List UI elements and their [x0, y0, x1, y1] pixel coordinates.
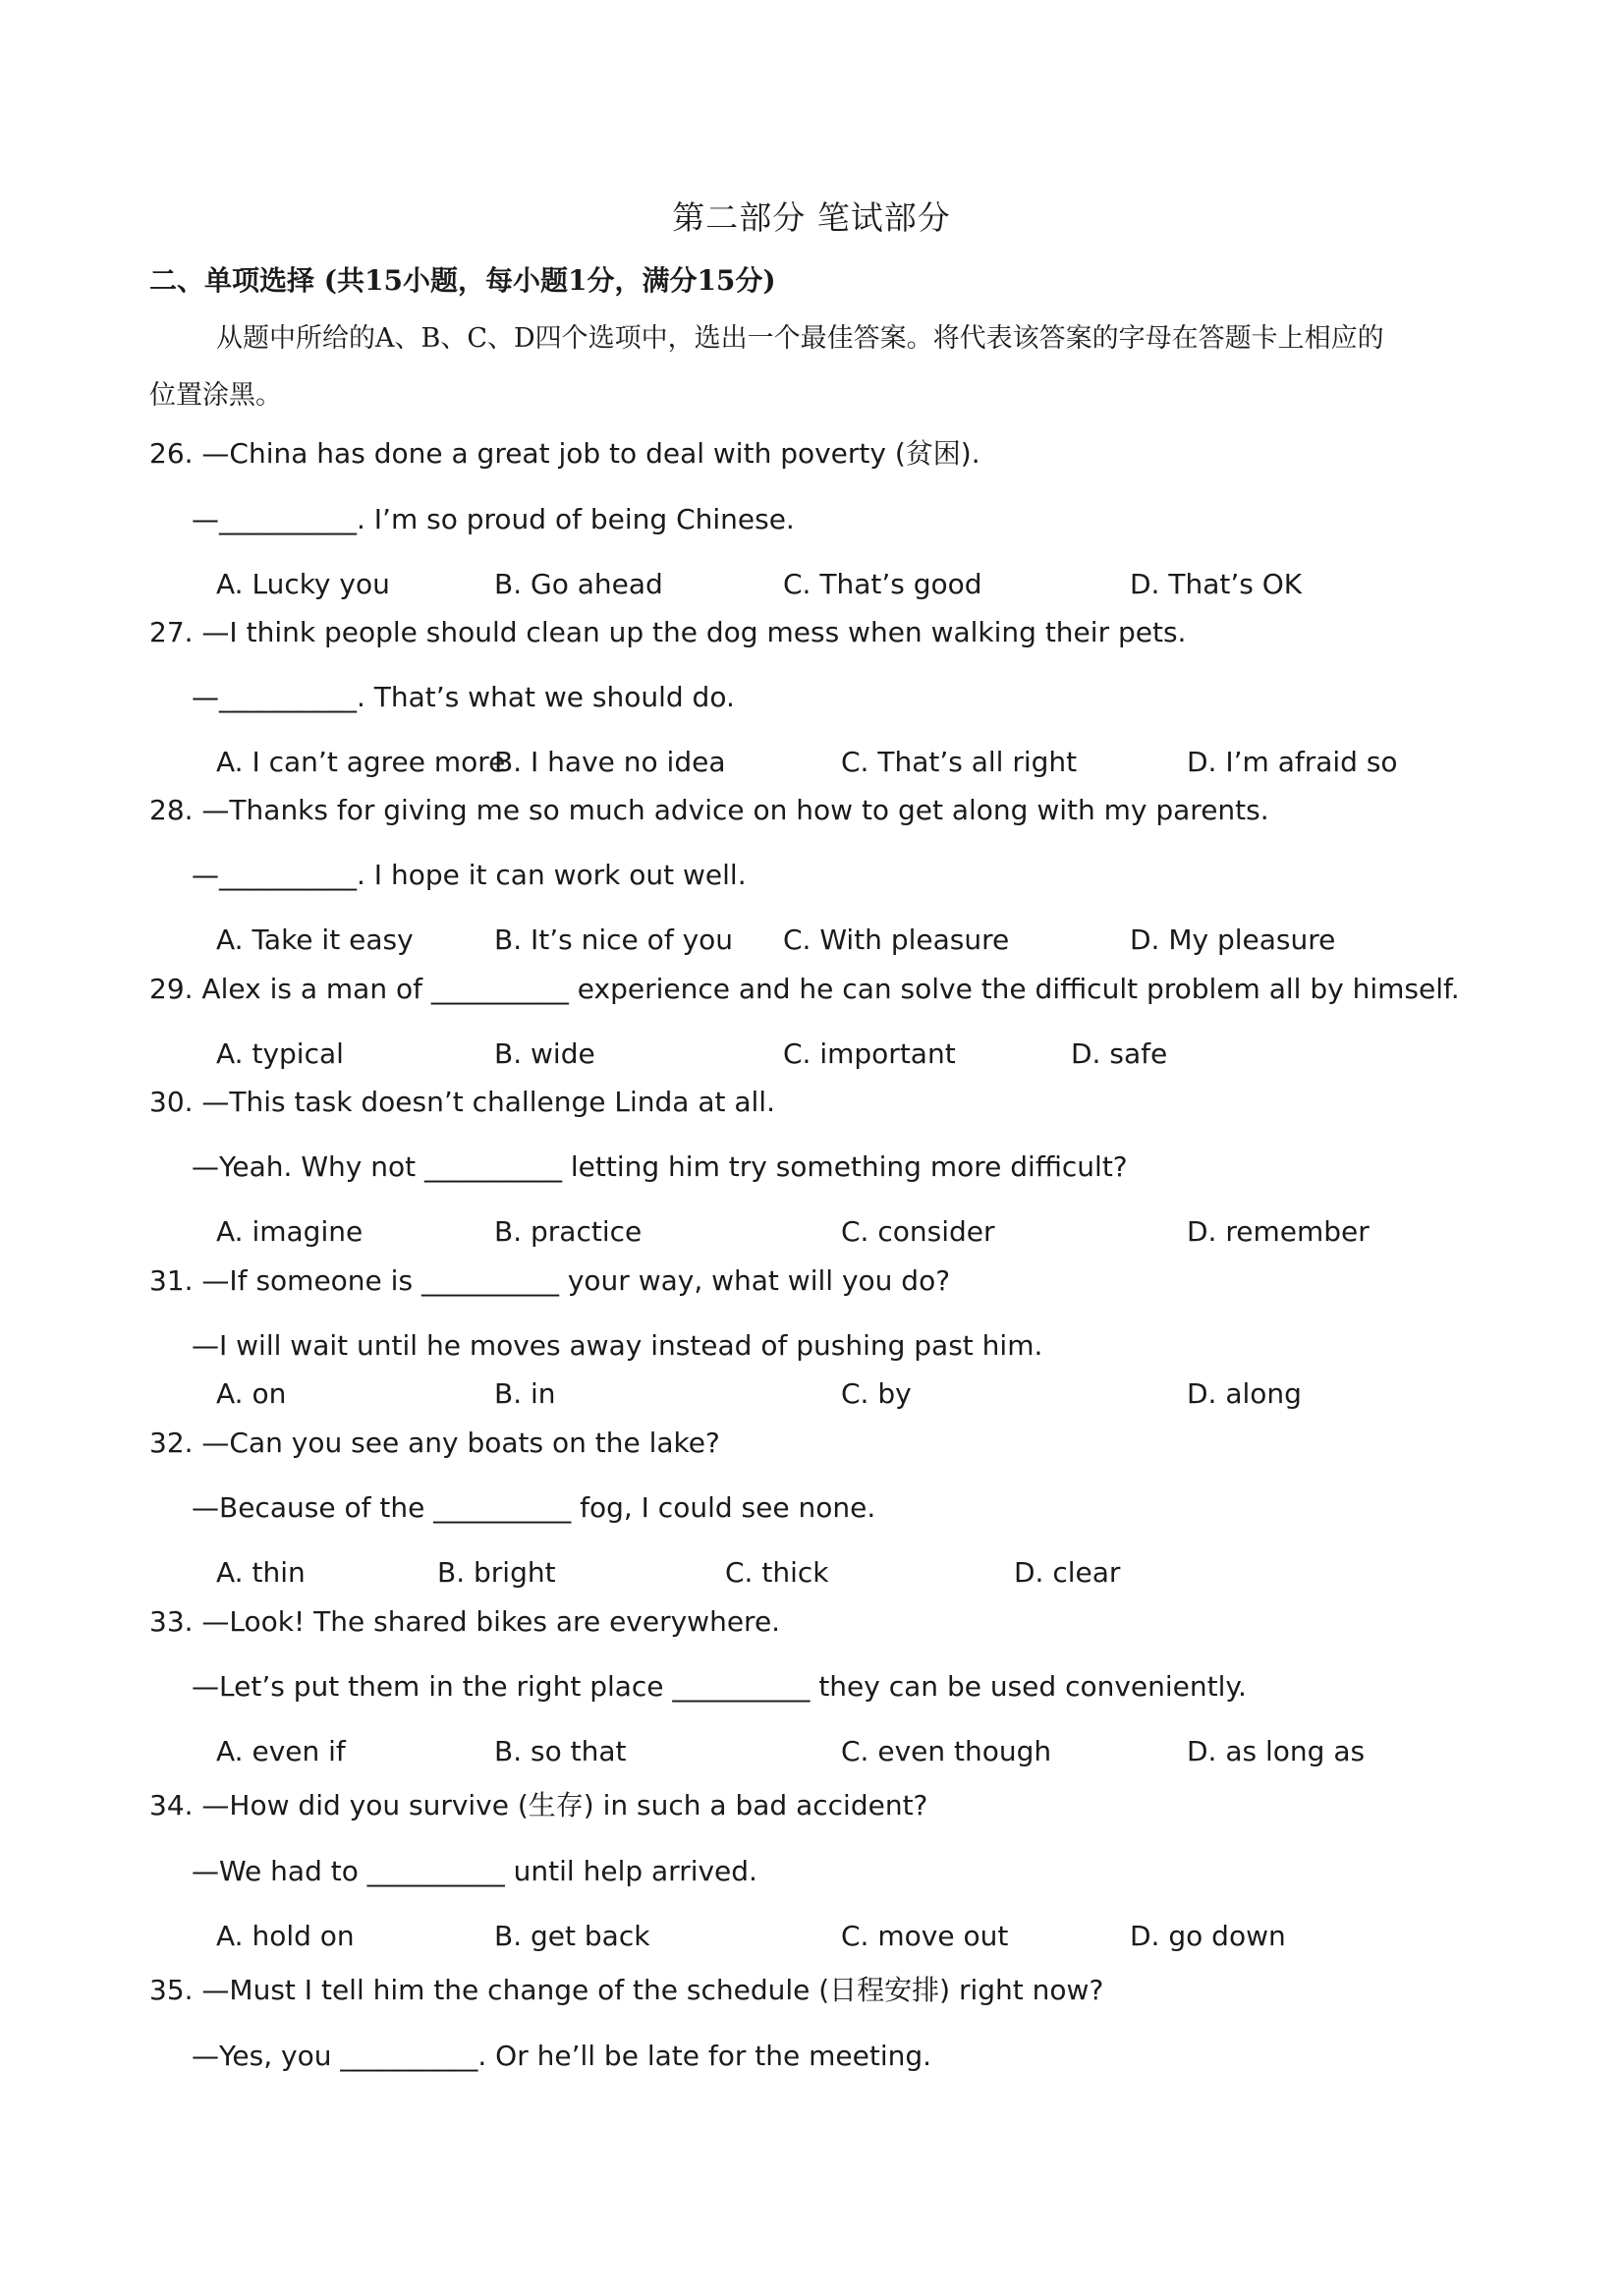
question-26-stem: 26. —China has done a great job to deal with poverty (贫困). [149, 437, 980, 470]
question-28-option-a: A. Take it easy [216, 924, 414, 956]
question-33-option-b: B. so that [494, 1735, 627, 1767]
question-31-option-b: B. in [494, 1377, 556, 1410]
question-34-option-b: B. get back [494, 1920, 650, 1952]
question-26-option-c: C. That’s good [783, 568, 982, 600]
instructions-line-2: 位置涂黑。 [149, 380, 282, 411]
question-30-option-c: C. consider [841, 1215, 995, 1248]
question-30-stem: 30. —This task doesn’t challenge Linda at all. [149, 1086, 775, 1118]
question-29-option-c: C. important [783, 1037, 956, 1070]
question-27-reply: —__________. That’s what we should do. [192, 681, 735, 713]
question-26-option-d: D. That’s OK [1130, 568, 1303, 600]
instructions-line-1: 从题中所给的A、B、C、D四个选项中，选出一个最佳答案。将代表该答案的字母在答题卡上相应的 [216, 323, 1384, 354]
question-33-option-c: C. even though [841, 1735, 1052, 1767]
question-33-option-a: A. even if [216, 1735, 346, 1767]
question-27-option-b: B. I have no idea [494, 746, 726, 778]
question-31-stem: 31. —If someone is __________ your way, what will you do? [149, 1264, 951, 1297]
question-30-reply: —Yeah. Why not __________ letting him try something more difficult? [192, 1150, 1128, 1183]
question-28-option-c: C. With pleasure [783, 924, 1010, 956]
question-29-option-a: A. typical [216, 1037, 344, 1070]
question-32-option-c: C. thick [725, 1556, 829, 1589]
section-heading: 二、单项选择 (共15小题，每小题1分，满分15分) [149, 264, 776, 297]
question-32-reply: —Because of the __________ fog, I could see none. [192, 1491, 876, 1524]
question-31-option-a: A. on [216, 1377, 287, 1410]
question-26-reply: —__________. I’m so proud of being Chinese. [192, 503, 795, 535]
question-32-option-a: A. thin [216, 1556, 306, 1589]
question-31-reply: —I will wait until he moves away instead of pushing past him. [192, 1329, 1043, 1362]
question-29-option-d: D. safe [1071, 1037, 1168, 1070]
question-33-stem: 33. —Look! The shared bikes are everywhere. [149, 1605, 781, 1638]
question-32-stem: 32. —Can you see any boats on the lake? [149, 1427, 720, 1459]
question-27-option-a: A. I can’t agree more [216, 746, 506, 778]
question-27-stem: 27. —I think people should clean up the dog mess when walking their pets. [149, 616, 1187, 648]
question-31-option-d: D. along [1187, 1377, 1302, 1410]
question-26-option-b: B. Go ahead [494, 568, 663, 600]
question-33-reply: —Let’s put them in the right place __________ they can be used conveniently. [192, 1670, 1247, 1703]
question-28-option-d: D. My pleasure [1130, 924, 1336, 956]
page-title: 第二部分 笔试部分 [672, 198, 951, 237]
question-32-option-d: D. clear [1014, 1556, 1121, 1589]
question-30-option-b: B. practice [494, 1215, 643, 1248]
question-31-option-c: C. by [841, 1377, 912, 1410]
question-33-option-d: D. as long as [1187, 1735, 1366, 1767]
question-26-option-a: A. Lucky you [216, 568, 390, 600]
question-27-option-c: C. That’s all right [841, 746, 1078, 778]
question-34-reply: —We had to __________ until help arrived. [192, 1855, 757, 1887]
question-28-stem: 28. —Thanks for giving me so much advice on how to get along with my parents. [149, 794, 1269, 826]
question-29-option-b: B. wide [494, 1037, 595, 1070]
question-34-option-d: D. go down [1130, 1920, 1286, 1952]
question-30-option-d: D. remember [1187, 1215, 1370, 1248]
question-34-option-c: C. move out [841, 1920, 1009, 1952]
question-34-stem: 34. —How did you survive (生存) in such a bad accident? [149, 1789, 928, 1821]
question-28-reply: —__________. I hope it can work out well. [192, 859, 747, 891]
question-30-option-a: A. imagine [216, 1215, 364, 1248]
question-32-option-b: B. bright [437, 1556, 556, 1589]
question-29-stem: 29. Alex is a man of __________ experience and he can solve the difficult problem all by himself. [149, 973, 1460, 1005]
question-35-stem: 35. —Must I tell him the change of the schedule (日程安排) right now? [149, 1974, 1104, 2006]
question-28-option-b: B. It’s nice of you [494, 924, 734, 956]
question-34-option-a: A. hold on [216, 1920, 355, 1952]
question-35-reply: —Yes, you __________. Or he’ll be late for the meeting. [192, 2040, 932, 2072]
question-27-option-d: D. I’m afraid so [1187, 746, 1398, 778]
